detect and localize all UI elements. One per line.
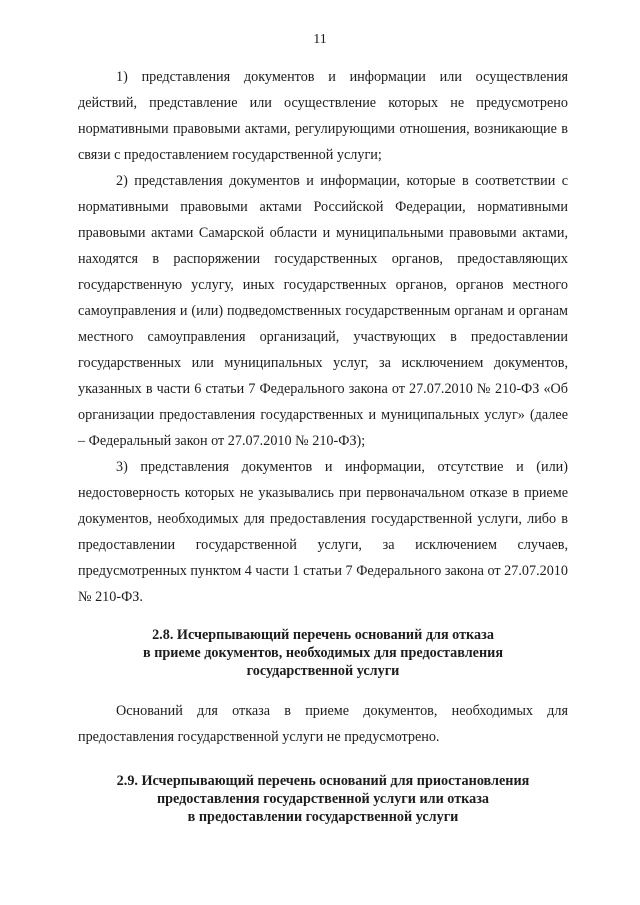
page-number: 11	[313, 32, 327, 47]
section-2-8-heading-line: в приеме документов, необходимых для предоставления	[143, 645, 503, 661]
section-2-9-heading	[78, 772, 568, 826]
paragraph-item-1: 1) представления документов и информации или осуществления действий, представление или осуществление которых не предусмотрено нормативными правовыми актами, регулирующими отношения, возникающие в связи с предоставлением государственной услуги;	[78, 69, 568, 163]
document-body	[78, 64, 568, 826]
paragraph-item-2: 2) представления документов и информации, которые в соответствии с нормативными правовыми актами Российской Федерации, нормативными правовыми актами Самарской области и муниципальными правовыми актами, находятся в распоряжении государственных органов, предоставляющих государственную услугу, иных государственных органов, органов местного самоуправления и (или) подведомственных государственным органам и органам местного самоуправления организаций, участвующих в предоставлении государственных или муниципальных услуг, за исключением документов, указанных в части 6 статьи 7 Федерального закона от 27.07.2010 № 210-ФЗ «Об организации предоставления государственных и муниципальных услуг» (далее – Федеральный закон от 27.07.2010 № 210-ФЗ);	[78, 173, 568, 449]
section-2-9-heading-line: предоставления государственной услуги или отказа	[156, 791, 490, 807]
section-2-9-heading-line: 2.9. Исчерпывающий перечень оснований для приостановления	[116, 773, 530, 789]
section-2-8-heading	[78, 626, 568, 680]
paragraph-item-3: 3) представления документов и информации, отсутствие и (или) недостоверность которых не указывались при первоначальном отказе в приеме документов, необходимых для предоставления государственной услуги, либо в предоставлении государственной услуги, за исключением случаев, предусмотренных пунктом 4 части 1 статьи 7 Федерального закона от 27.07.2010 № 210-ФЗ.	[78, 459, 568, 605]
section-2-8-text: Оснований для отказа в приеме документов, необходимых для предоставления государственной услуги не предусмотрено.	[78, 703, 568, 745]
section-2-9-heading-line: в предоставлении государственной услуги	[187, 809, 459, 825]
section-2-8-heading-line: государственной услуги	[246, 663, 400, 679]
section-2-8-heading-line: 2.8. Исчерпывающий перечень оснований для отказа	[152, 627, 494, 643]
